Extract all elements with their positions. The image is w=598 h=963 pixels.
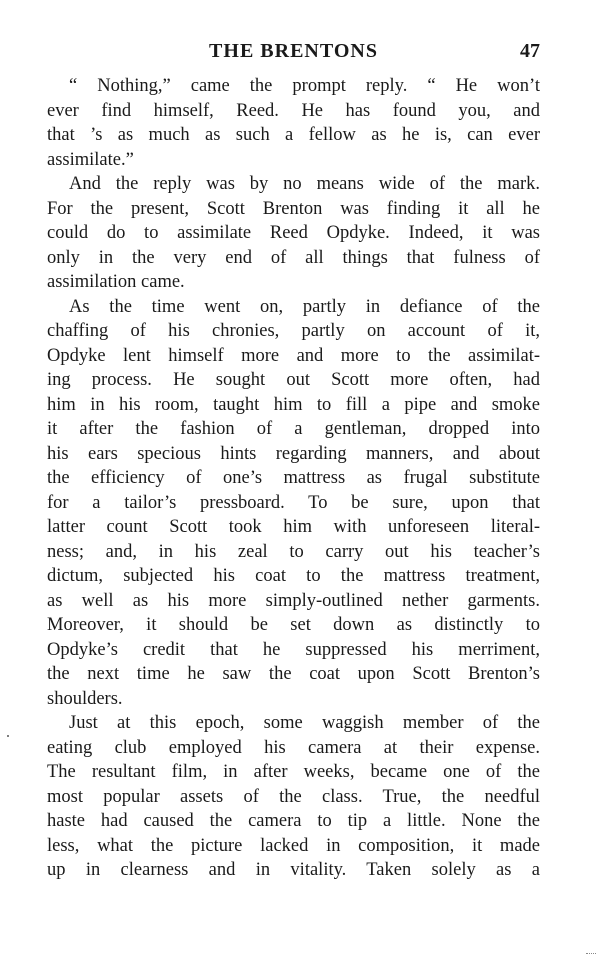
text-line: For the present, Scott Brenton was finding it all he xyxy=(47,198,540,219)
running-head-title: THE BRENTONS xyxy=(209,40,378,62)
text-line: Just at this epoch, some waggish member of the xyxy=(69,713,540,733)
page-number: 47 xyxy=(520,40,540,62)
text-line: his ears specious hints regarding manners, and about xyxy=(47,443,540,464)
text-line: up in clearness and in vitality. Taken solely as a xyxy=(47,860,540,880)
text-line: eating club employed his camera at their expense. xyxy=(47,737,540,758)
text-line: could do to assimilate Reed Opdyke. Indeed, it was xyxy=(47,223,540,243)
text-line: that ’s as much as such a fellow as he is, can ever xyxy=(47,125,540,145)
text-line: Moreover, it should be set down as distinctly to xyxy=(47,615,540,635)
text-line: as well as his more simply-outlined nether garments. xyxy=(47,590,540,611)
text-line: latter count Scott took him with unforeseen literal- xyxy=(47,517,540,537)
text-line: only in the very end of all things that fulness of xyxy=(47,247,540,268)
text-line: the efficiency of one’s mattress as frugal substitute xyxy=(47,468,540,488)
text-line: shoulders. xyxy=(47,688,123,709)
text-line: “ Nothing,” came the prompt reply. “ He won’t xyxy=(69,76,540,96)
margin-speck xyxy=(7,735,9,737)
text-line: The resultant film, in after weeks, became one of the xyxy=(47,762,540,782)
text-line: assimilation came. xyxy=(47,272,185,292)
text-line: it after the fashion of a gentleman, dropped into xyxy=(47,419,540,439)
text-line: As the time went on, partly in defiance of the xyxy=(69,296,540,317)
text-line: ing process. He sought out Scott more often, had xyxy=(47,370,540,390)
text-line: Opdyke’s credit that he suppressed his merriment, xyxy=(47,639,540,660)
text-line: dictum, subjected his coat to the mattress treatment, xyxy=(47,566,540,586)
text-line: for a tailor’s pressboard. To be sure, upon that xyxy=(47,492,540,513)
text-line: Opdyke lent himself more and more to the assimilat- xyxy=(47,345,540,366)
body-text xyxy=(47,74,540,883)
text-line: chaffing of his chronies, partly on account of it, xyxy=(47,321,540,341)
text-line: ever find himself, Reed. He has found you, and xyxy=(47,100,540,121)
text-line: the next time he saw the coat upon Scott Brenton’s xyxy=(47,664,540,684)
text-line: most popular assets of the class. True, the needful xyxy=(47,786,540,807)
text-line: ness; and, in his zeal to carry out his teacher’s xyxy=(47,541,540,562)
text-line: less, what the picture lacked in composition, it made xyxy=(47,835,540,856)
text-line: him in his room, taught him to fill a pipe and smoke xyxy=(47,394,540,415)
text-line: And the reply was by no means wide of the mark. xyxy=(69,174,540,194)
running-head xyxy=(47,40,540,70)
text-line: haste had caused the camera to tip a little. None the xyxy=(47,811,540,831)
text-line: assimilate.” xyxy=(47,149,134,170)
corner-scan-mark xyxy=(586,953,596,955)
